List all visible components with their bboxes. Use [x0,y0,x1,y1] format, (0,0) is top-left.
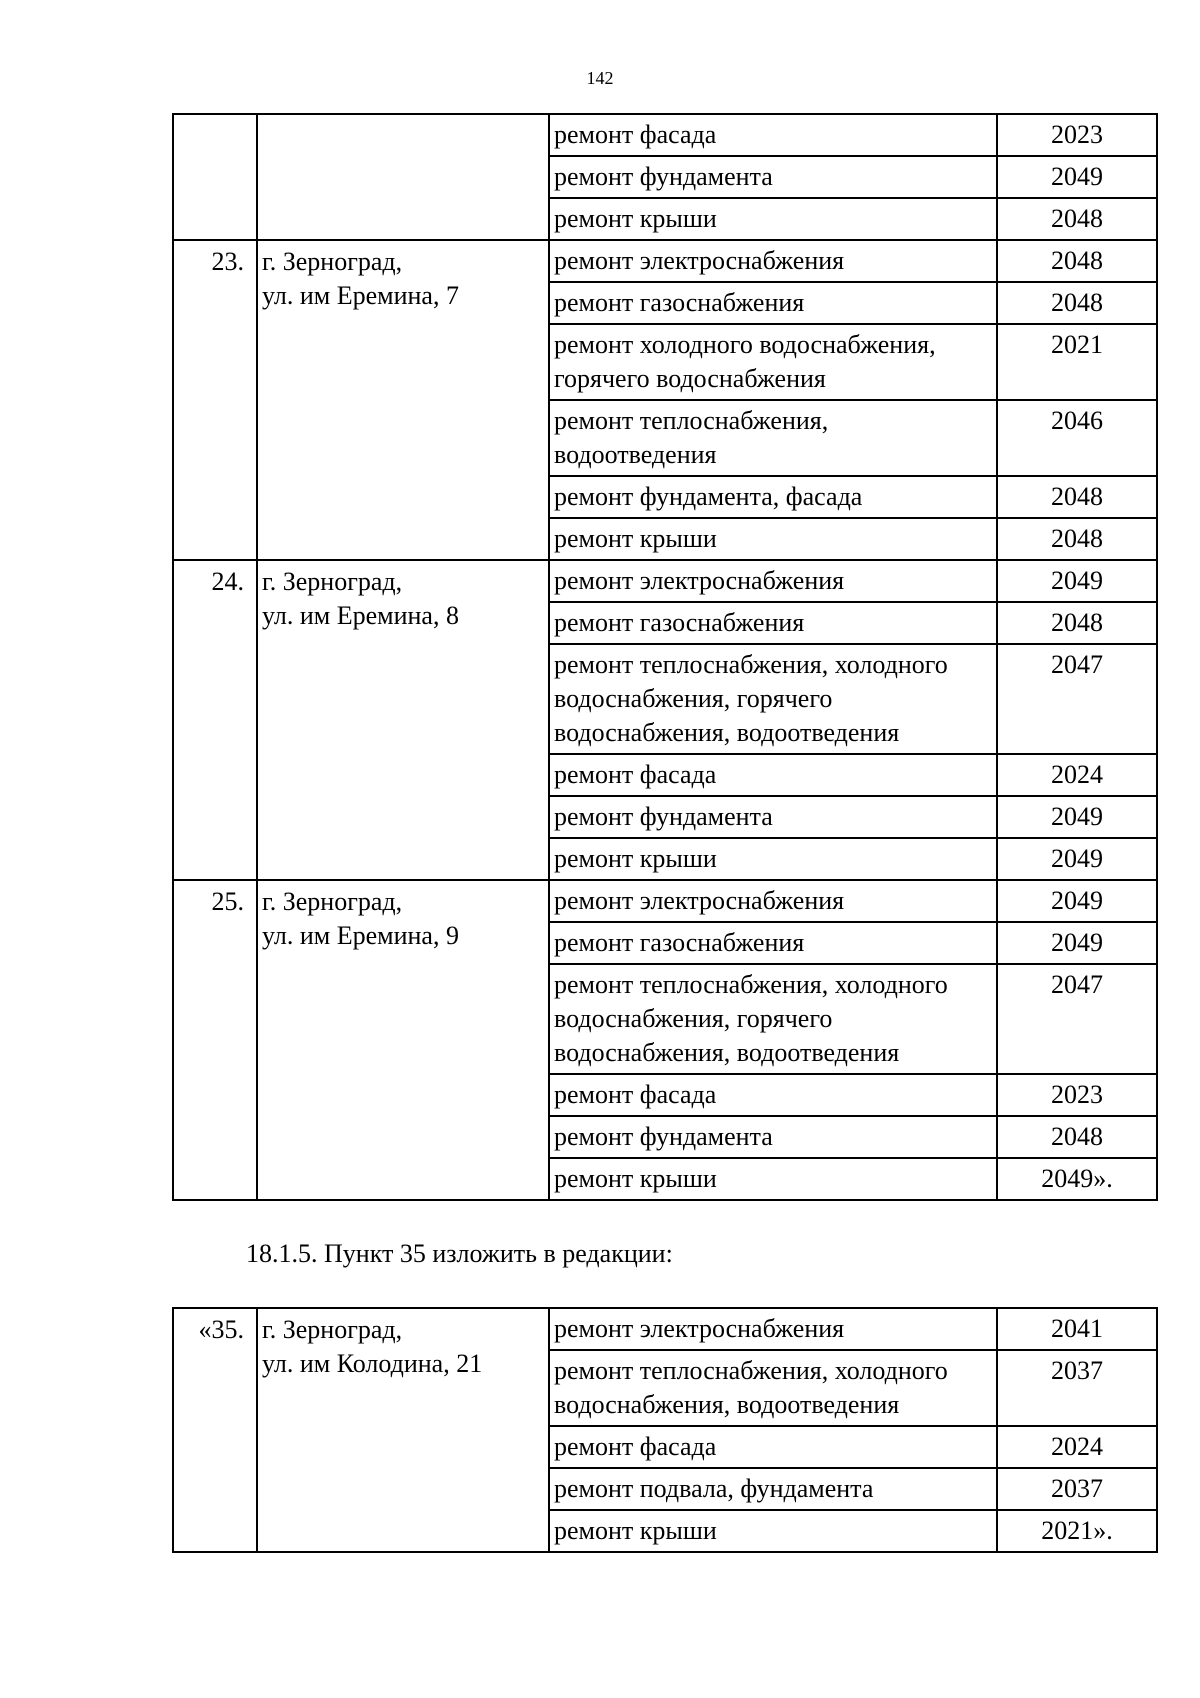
item-address [257,880,549,1200]
work-line: водоснабжения, горячего [554,1004,833,1033]
work-year: 2021 [997,324,1157,400]
work-year: 2048 [997,198,1157,240]
work-line: водоснабжения, водоотведения [554,718,900,747]
work-type [549,922,997,964]
work-type [549,880,997,922]
address-line: г. Зерноград, [262,567,403,596]
work-line: ремонт фундамента [554,1122,773,1151]
item-number [173,114,257,240]
address-line: г. Зерноград, [262,887,403,916]
work-line: ремонт фасада [554,1080,717,1109]
item-number: 24. [173,560,257,880]
work-type [549,1350,997,1426]
item-number: 23. [173,240,257,560]
work-type [549,796,997,838]
work-year: 2037 [997,1468,1157,1510]
work-line: водоснабжения, водоотведения [554,1390,900,1419]
work-year: 2048 [997,1116,1157,1158]
work-year: 2049 [997,796,1157,838]
work-type [549,1158,997,1200]
item-address [257,560,549,880]
work-line: ремонт крыши [554,524,717,553]
address-line: ул. им Еремина, 8 [262,601,459,630]
work-year: 2049 [997,838,1157,880]
work-year: 2023 [997,1074,1157,1116]
work-year: 2049». [997,1158,1157,1200]
work-line: ремонт фасада [554,1432,717,1461]
item-number: 25. [173,880,257,1200]
work-line: ремонт газоснабжения [554,928,805,957]
table-row [173,1308,1157,1350]
work-year: 2023 [997,114,1157,156]
work-type [549,476,997,518]
work-year: 2048 [997,282,1157,324]
work-year: 2024 [997,1426,1157,1468]
address-line: ул. им Еремина, 7 [262,281,459,310]
work-year: 2048 [997,602,1157,644]
work-type [549,838,997,880]
work-year: 2049 [997,922,1157,964]
table-row [173,560,1157,602]
work-line: водоснабжения, горячего [554,684,833,713]
work-year: 2049 [997,560,1157,602]
work-type [549,400,997,476]
work-line: ремонт теплоснабжения, холодного [554,970,948,999]
table-row [173,880,1157,922]
work-type [549,1468,997,1510]
work-year: 2041 [997,1308,1157,1350]
item-address [257,240,549,560]
work-line: ремонт электроснабжения [554,1314,845,1343]
work-type [549,1426,997,1468]
item-number: «35. [173,1308,257,1552]
work-line: ремонт теплоснабжения, [554,406,829,435]
work-line: ремонт фасада [554,120,717,149]
work-line: водоотведения [554,440,717,469]
work-type [549,644,997,754]
work-type [549,560,997,602]
work-year: 2048 [997,518,1157,560]
work-year: 2048 [997,240,1157,282]
work-year: 2021». [997,1510,1157,1552]
table-row [173,114,1157,156]
work-line: ремонт газоснабжения [554,288,805,317]
work-type [549,1510,997,1552]
work-year: 2048 [997,476,1157,518]
work-type [549,964,997,1074]
work-line: ремонт крыши [554,204,717,233]
work-line: водоснабжения, водоотведения [554,1038,900,1067]
page-number: 142 [586,68,614,88]
work-line: ремонт холодного водоснабжения, [554,330,936,359]
item-address [257,1308,549,1552]
table-row [173,240,1157,282]
work-year: 2024 [997,754,1157,796]
work-line: ремонт теплоснабжения, холодного [554,1356,948,1385]
item-address [257,114,549,240]
work-type [549,1074,997,1116]
work-type [549,240,997,282]
works-table-1 [172,113,1158,1201]
address-line: г. Зерноград, [262,247,403,276]
work-line: ремонт электроснабжения [554,566,845,595]
work-line: ремонт теплоснабжения, холодного [554,650,948,679]
work-line: горячего водоснабжения [554,364,826,393]
work-type [549,518,997,560]
work-year: 2049 [997,156,1157,198]
work-year: 2046 [997,400,1157,476]
work-year: 2037 [997,1350,1157,1426]
work-line: ремонт фасада [554,760,717,789]
work-line: ремонт подвала, фундамента [554,1474,874,1503]
work-type [549,1116,997,1158]
work-type [549,754,997,796]
work-type [549,602,997,644]
work-line: ремонт газоснабжения [554,608,805,637]
work-line: ремонт фундамента [554,802,773,831]
address-line: г. Зерноград, [262,1315,403,1344]
work-type [549,282,997,324]
work-type [549,1308,997,1350]
work-line: ремонт фундамента [554,162,773,191]
address-line: ул. им Колодина, 21 [262,1349,483,1378]
amendment-note: 18.1.5. Пункт 35 изложить в редакции: [246,1239,673,1268]
work-year: 2047 [997,964,1157,1074]
work-type [549,324,997,400]
work-type [549,156,997,198]
works-table-2 [172,1307,1158,1553]
work-line: ремонт электроснабжения [554,246,845,275]
address-line: ул. им Еремина, 9 [262,921,459,950]
work-type [549,114,997,156]
work-line: ремонт крыши [554,844,717,873]
work-line: ремонт крыши [554,1516,717,1545]
work-line: ремонт электроснабжения [554,886,845,915]
work-line: ремонт крыши [554,1164,717,1193]
work-type [549,198,997,240]
work-year: 2049 [997,880,1157,922]
work-line: ремонт фундамента, фасада [554,482,863,511]
work-year: 2047 [997,644,1157,754]
